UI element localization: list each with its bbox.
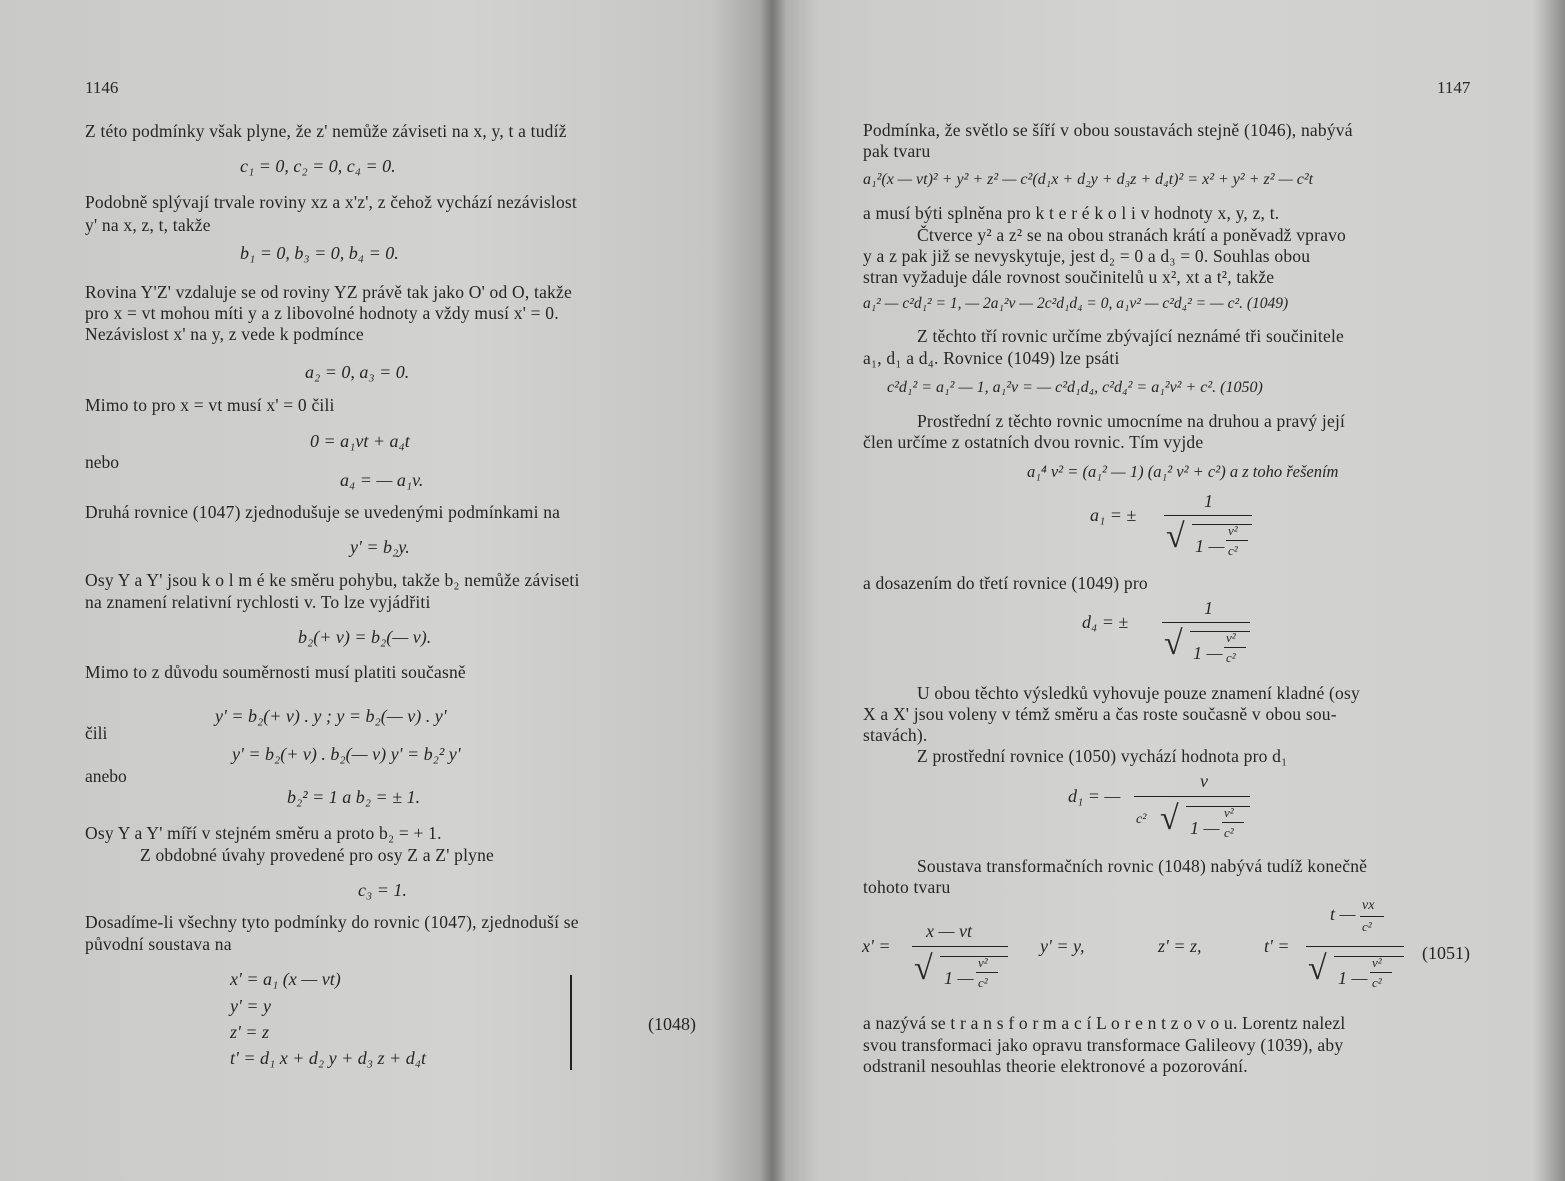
numerator: v	[1200, 771, 1208, 791]
fraction-bar	[1134, 796, 1250, 797]
equation: a₁² — c²d₁² = 1, — 2a₁²v — 2c²d₁d₄ = 0, a₁v² — c²d₄² = — c². (1049)	[863, 295, 1289, 312]
page-number: 1146	[85, 78, 119, 97]
equation: b₂(+ v) = b₂(— v).	[298, 627, 432, 647]
numerator: 1	[1204, 491, 1213, 511]
fraction-bar	[1306, 946, 1404, 947]
inner-fraction-bar	[1370, 972, 1392, 973]
sqrt-content: 1 —	[944, 968, 974, 988]
text-line: Z obdobné úvahy provedené pro osy Z a Z' plyne	[140, 845, 494, 865]
equation: c₁ = 0, c₂ = 0, c₄ = 0.	[240, 156, 396, 176]
text-line: člen určíme z ostatních dvou rovnic. Tím vyjde	[863, 432, 1204, 452]
text-line: Osy Y a Y' míří v stejném směru a proto b₂ = + 1.	[85, 823, 442, 843]
equation-lhs: d₄ = ±	[1082, 612, 1129, 632]
fraction-bar	[912, 946, 1008, 947]
equation-lhs: d₁ = —	[1068, 786, 1121, 806]
system-row: t' = d₁ x + d₂ y + d₃ z + d₄t	[230, 1048, 426, 1068]
text-line: Mimo to z důvodu souměrnosti musí platiti současně	[85, 662, 466, 682]
text-line: nebo	[85, 452, 120, 472]
text-line: Nezávislost x' na y, z vede k podmínce	[85, 324, 364, 344]
text-line: Z těchto tří rovnic určíme zbývající neznámé tři součinitele	[917, 326, 1344, 346]
equation-lhs: a₁ = ±	[1090, 505, 1137, 525]
sqrt-content: 1 —	[1190, 818, 1220, 838]
inner-fraction-bar	[1224, 647, 1246, 648]
text-line: Z této podmínky však plyne, že z' nemůže záviseti na x, y, t a tudíž	[85, 121, 567, 141]
z-prime-equation: z' = z,	[1158, 936, 1202, 956]
text-line: Osy Y a Y' jsou k o l m é ke směru pohybu, takže b₂ nemůže záviseti	[85, 570, 580, 590]
sqrt-bar	[940, 956, 1008, 957]
system-row: z' = z	[230, 1022, 270, 1042]
equation: y' = b₂y.	[350, 537, 410, 557]
text-line: y' na x, z, t, takže	[85, 215, 211, 235]
text-line: původní soustava na	[85, 934, 232, 954]
text-line: Mimo to pro x = vt musí x' = 0 čili	[85, 395, 335, 415]
text-line: na znamení relativní rychlosti v. To lze vyjádřiti	[85, 592, 431, 612]
inner-numerator: v²	[1228, 523, 1238, 538]
system-row: x' = a₁ (x — vt)	[230, 969, 341, 989]
sqrt-sign: √	[1166, 518, 1185, 555]
inner-numerator: v²	[1224, 805, 1234, 820]
system-brace	[560, 975, 572, 1070]
equation-number: (1048)	[648, 1014, 696, 1034]
equation: a₁²(x — vt)² + y² + z² — c²(d₁x + d₂y + d₃z + d₄t)² = x² + y² + z² — c²t	[863, 171, 1314, 188]
text-line: U obou těchto výsledků vyhovuje pouze znamení kladné (osy	[917, 683, 1360, 703]
inner-denominator: c²	[1372, 975, 1382, 990]
sqrt-bar	[1192, 524, 1252, 525]
inner-denominator: c²	[1224, 825, 1234, 840]
text-line: stavách).	[863, 725, 928, 745]
inner-numerator: v²	[978, 955, 988, 970]
text-line: Z prostřední rovnice (1050) vychází hodnota pro d₁	[917, 746, 1288, 766]
inner-fraction-bar	[1360, 916, 1384, 917]
text-line: tohoto tvaru	[863, 877, 951, 897]
text-line: y a z pak již se nevyskytuje, jest d₂ = 0 a d₃ = 0. Souhlas obou	[863, 246, 1311, 266]
text-line: anebo	[85, 766, 127, 786]
text-line: čili	[85, 723, 108, 743]
text-line: a dosazením do třetí rovnice (1049) pro	[863, 573, 1148, 593]
fraction-bar	[1162, 622, 1250, 623]
sqrt-sign: √	[1308, 950, 1327, 987]
text-line: a₁, d₁ a d₄. Rovnice (1049) lze psáti	[863, 348, 1120, 368]
text-line: pro x = vt mohou míti y a z libovolné hodnoty a vždy musí x' = 0.	[85, 303, 559, 323]
text-line: Rovina Y'Z' vzdaluje se od roviny YZ právě tak jako O' od O, takže	[85, 282, 572, 302]
inner-numerator: v²	[1226, 630, 1236, 645]
sqrt-bar	[1186, 806, 1250, 807]
system-row: y' = y	[230, 996, 271, 1016]
sqrt-content: 1 —	[1193, 643, 1223, 663]
equation: a₄ = — a₁v.	[340, 470, 424, 490]
inner-denominator: c²	[1226, 650, 1236, 665]
sqrt-sign: √	[1164, 625, 1183, 662]
book-gutter	[760, 0, 786, 1181]
text-line: a musí býti splněna pro k t e r é k o l i v hodnoty x, y, z, t.	[863, 203, 1280, 223]
vx-numerator: vx	[1362, 898, 1375, 913]
sqrt-sign: √	[914, 950, 933, 987]
sqrt-sign: √	[1160, 800, 1179, 837]
equation: a₁⁴ v² = (a₁² — 1) (a₁² v² + c²) a z toho řešením	[1027, 462, 1339, 481]
text-line: Prostřední z těchto rovnic umocníme na druhou a pravý její	[917, 411, 1346, 431]
left-page	[0, 0, 772, 1181]
t-numerator: t —	[1330, 904, 1356, 924]
sqrt-bar	[1334, 956, 1404, 957]
text-line: Podobně splývají trvale roviny xz a x'z', z čehož vychází nezávislost	[85, 192, 577, 212]
text-line: a nazývá se t r a n s f o r m a c í L o r e n t z o v o u. Lorentz nalezl	[863, 1013, 1346, 1033]
c2-prefix: c²	[1136, 812, 1147, 827]
inner-numerator: v²	[1372, 955, 1382, 970]
fraction-bar	[1164, 515, 1252, 516]
x-prime-lhs: x' =	[862, 936, 891, 956]
text-line: odstranil nesouhlas theorie elektronové a pozorování.	[863, 1056, 1248, 1076]
y-prime-equation: y' = y,	[1040, 936, 1085, 956]
equation: c²d₁² = a₁² — 1, a₁²v = — c²d₁d₄, c²d₄² = a₁²v² + c². (1050)	[887, 379, 1263, 396]
inner-fraction-bar	[976, 972, 998, 973]
equation: c₃ = 1.	[358, 880, 407, 900]
page-number: 1147	[1437, 78, 1471, 97]
sqrt-content: 1 —	[1338, 968, 1368, 988]
equation: y' = b₂(+ v) . b₂(— v) y' = b₂² y'	[232, 744, 461, 764]
equation: b₁ = 0, b₃ = 0, b₄ = 0.	[240, 243, 399, 263]
text-line: Čtverce y² a z² se na obou stranách krátí a poněvadž vpravo	[917, 225, 1346, 245]
inner-fraction-bar	[1226, 540, 1248, 541]
equation: y' = b₂(+ v) . y ; y = b₂(— v) . y'	[215, 706, 447, 726]
text-line: Podmínka, že světlo se šíří v obou soustavách stejně (1046), nabývá	[863, 120, 1353, 140]
inner-denominator: c²	[1228, 543, 1238, 558]
equation-number: (1051)	[1422, 943, 1470, 963]
vx-denominator: c²	[1362, 919, 1372, 934]
sqrt-bar	[1190, 631, 1250, 632]
right-page	[772, 0, 1565, 1181]
equation: b₂² = 1 a b₂ = ± 1.	[287, 787, 421, 807]
numerator: 1	[1204, 598, 1213, 618]
text-line: X a X' jsou voleny v témž směru a čas roste současně v obou sou-	[863, 704, 1337, 724]
numerator: x — vt	[926, 921, 972, 941]
inner-fraction-bar	[1222, 822, 1244, 823]
t-prime-lhs: t' =	[1264, 936, 1290, 956]
equation: 0 = a₁vt + a₄t	[310, 431, 410, 451]
text-line: stran vyžaduje dále rovnost součinitelů u x², xt a t², takže	[863, 267, 1275, 287]
sqrt-content: 1 —	[1195, 536, 1225, 556]
text-line: Druhá rovnice (1047) zjednodušuje se uvedenými podmínkami na	[85, 502, 561, 522]
equation: a₂ = 0, a₃ = 0.	[305, 362, 410, 382]
text-line: Dosadíme-li všechny tyto podmínky do rovnic (1047), zjednoduší se	[85, 912, 579, 932]
text-line: Soustava transformačních rovnic (1048) nabývá tudíž konečně	[917, 856, 1368, 876]
text-line: pak tvaru	[863, 141, 931, 161]
inner-denominator: c²	[978, 975, 988, 990]
text-line: svou transformaci jako opravu transformace Galileovy (1039), aby	[863, 1035, 1344, 1055]
